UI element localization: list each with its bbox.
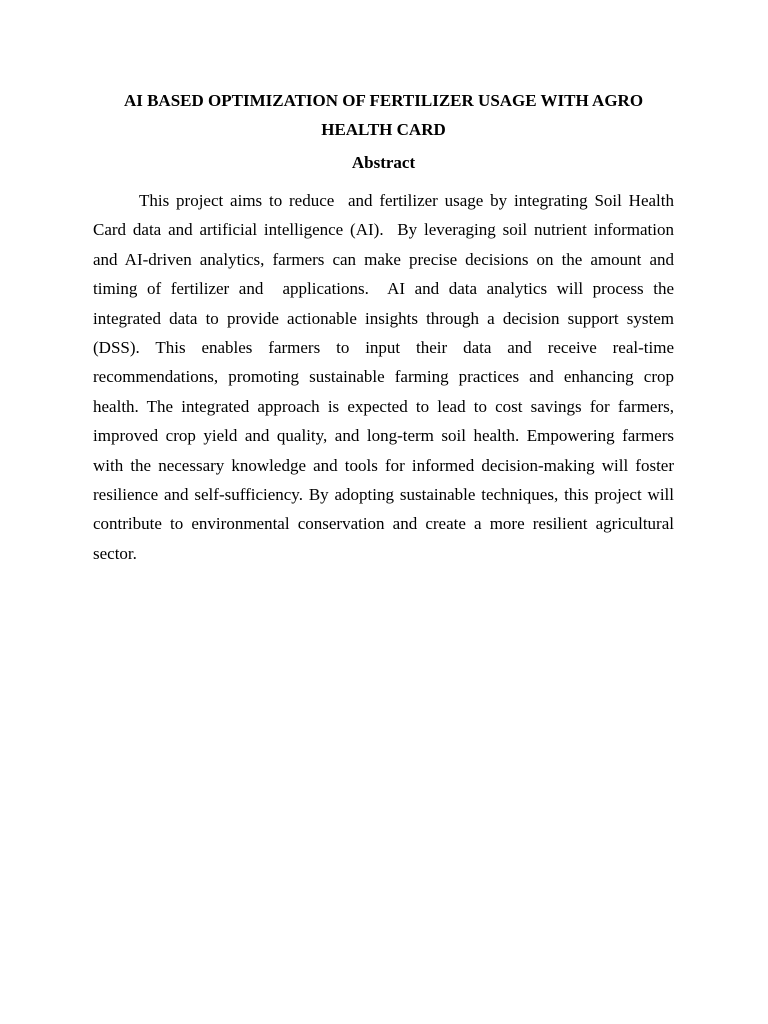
document-title: AI BASED OPTIMIZATION OF FERTILIZER USAGE WITH AGRO HEALTH CARD [123, 91, 644, 139]
abstract-heading: Abstract [351, 153, 416, 172]
abstract-paragraph: This project aims to reduce and fertilizer usage by integrating Soil Health Card data and artificial intelligence (AI). By leveraging soil nutrient information and AI-driven analytics, farmers can make precise decisions on the amount and timing of fertilizer and applications. AI and data analytics will process the integrated data to provide actionable insights through a decision support system (DSS). This enables farmers to input their data and receive real-time recommendations, promoting sustainable farming practices and enhancing crop health. The integrated approach is expected to lead to cost savings for farmers, improved crop yield and quality, and long-term soil health. Empowering farmers with the necessary knowledge and tools for informed decision-making will foster resilience and self-sufficiency. By adopting sustainable techniques, this project will contribute to environmental conservation and create a more resilient agricultural sector. [93, 191, 679, 563]
